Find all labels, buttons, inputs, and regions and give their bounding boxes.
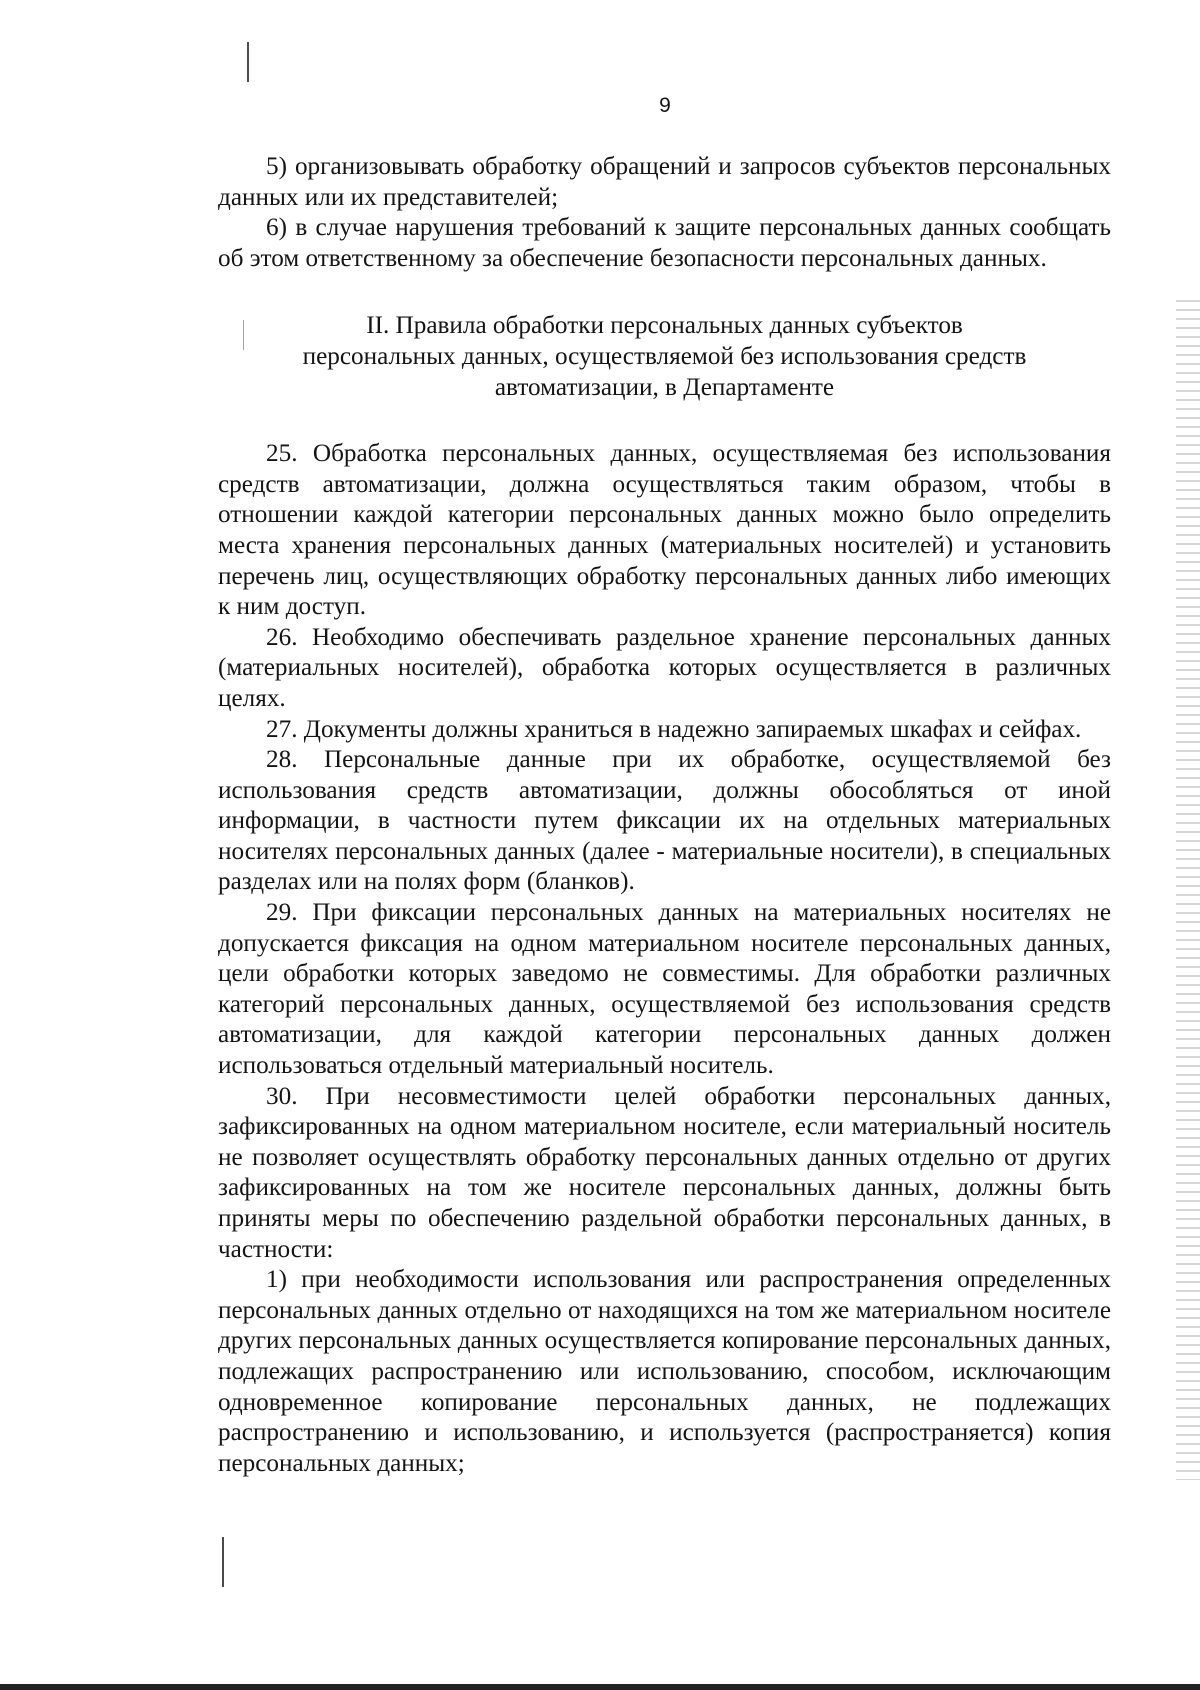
scan-mark-bottom (222, 1537, 224, 1587)
paragraph-6: 6) в случае нарушения требований к защите персональных данных сообщать об этом ответственному за обеспечение безопасности персональных данных. (218, 214, 1111, 272)
document-body (218, 152, 1111, 1479)
item-28: 28. Персональные данные при их обработке, осуществляемой без использования средств автоматизации, должны обособляться от иной информации, в частности путем фиксации их на отдельных материальных носителях персональных данных (далее - материальные носители), в специальных разделах или на полях форм (бланков). (218, 746, 1111, 896)
item-30-subitem-1: 1) при необходимости использования или распространения определенных персональных данных отдельно от находящихся на том же материальном носителе других персональных данных осуществляется копирование персональных данных, подлежащих распространению или использованию, способом, исключающим одновременное копирование персональных данных, не подлежащих распространению и использованию, и используется (распространяется) копия персональных данных; (218, 1266, 1111, 1477)
item-27: 27. Документы должны храниться в надежно запираемых шкафах и сейфах. (266, 715, 1082, 743)
scan-mark-top (247, 42, 249, 82)
scan-right-edge (1176, 300, 1200, 1480)
item-29: 29. При фиксации персональных данных на материальных носителях не допускается фиксация на одном материальном носителе персональных данных, цели обработки которых заведомо не совместимы. Для обработки различных категорий персональных данных, осуществляемой без использования средств автоматизации, для каждой категории персональных данных должен использоваться отдельный материальный носитель. (218, 899, 1111, 1080)
item-30: 30. При несовместимости целей обработки персональных данных, зафиксированных на одном материальном носителе, если материальный носитель не позволяет осуществлять обработку персональных данных отдельно от других зафиксированных на том же носителе персональных данных, должны быть приняты меры по обеспечению раздельной обработки персональных данных, в частности: (218, 1082, 1111, 1263)
paragraph-5: 5) организовывать обработку обращений и запросов субъектов персональных данных или их представителей; (218, 153, 1111, 211)
page-number: 9 (659, 94, 671, 117)
scan-mark-section (243, 320, 244, 350)
scan-bottom-edge (0, 1684, 1200, 1690)
section-heading: II. Правила обработки персональных данных субъектов персональных данных, осуществляемой без использования средств автоматизации, в Департаменте (302, 312, 1027, 401)
item-26: 26. Необходимо обеспечивать раздельное хранение персональных данных (материальных носителей), обработка которых осуществляется в различных целях. (218, 623, 1111, 712)
item-25: 25. Обработка персональных данных, осуществляемая без использования средств автоматизации, должна осуществляться таким образом, чтобы в отношении каждой категории персональных данных можно было определить места хранения персональных данных (материальных носителей) и установить перечень лиц, осуществляющих обработку персональных данных либо имеющих к ним доступ. (218, 440, 1111, 621)
